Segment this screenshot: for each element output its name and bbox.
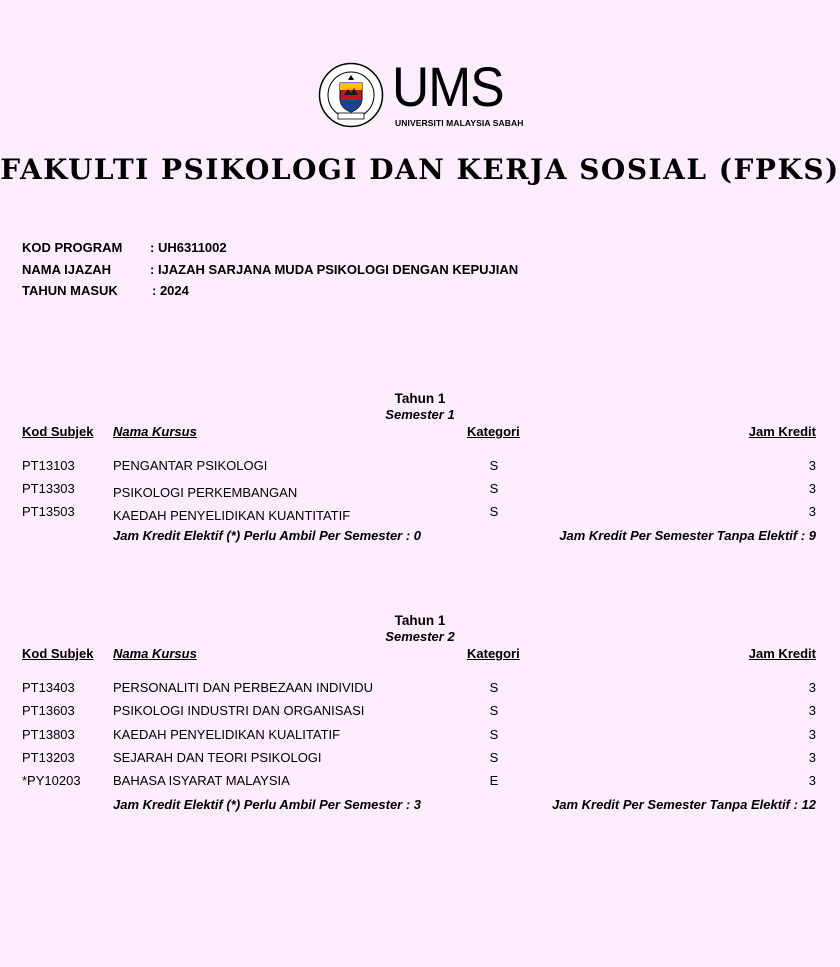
course-name: PSIKOLOGI PERKEMBANGAN xyxy=(113,485,298,500)
semester-heading: Semester 1 xyxy=(385,407,455,422)
col-header-credits: Jam Kredit xyxy=(748,424,816,439)
course-credits: 3 xyxy=(808,703,816,718)
course-category: S xyxy=(489,504,499,519)
course-category: S xyxy=(489,703,499,718)
year-heading: Tahun 1 xyxy=(394,391,446,406)
course-name: PENGANTAR PSIKOLOGI xyxy=(113,458,268,473)
course-credits: 3 xyxy=(808,727,816,742)
col-header-name: Nama Kursus xyxy=(113,424,197,439)
course-code: PT13503 xyxy=(22,504,75,519)
course-name: KAEDAH PENYELIDIKAN KUALITATIF xyxy=(113,727,341,742)
program-code-label: KOD PROGRAM xyxy=(22,240,123,255)
elective-credit-note: Jam Kredit Elektif (*) Perlu Ambil Per Semester : 3 xyxy=(113,797,422,812)
course-name: PSIKOLOGI INDUSTRI DAN ORGANISASI xyxy=(113,703,365,718)
course-code: PT13603 xyxy=(22,703,75,718)
col-header-category: Kategori xyxy=(467,646,520,661)
course-code: PT13803 xyxy=(22,727,75,742)
course-category: S xyxy=(489,458,499,473)
col-header-credits: Jam Kredit xyxy=(748,646,816,661)
course-category: S xyxy=(489,727,499,742)
course-code: PT13303 xyxy=(22,481,75,496)
program-code-value: : UH6311002 xyxy=(150,240,227,255)
course-credits: 3 xyxy=(808,504,816,519)
course-code: PT13403 xyxy=(22,680,75,695)
ums-seal-icon xyxy=(318,62,384,128)
col-header-code: Kod Subjek xyxy=(22,424,94,439)
faculty-title: FAKULTI PSIKOLOGI DAN KERJA SOSIAL (FPKS) xyxy=(0,153,840,186)
degree-name-label: NAMA IJAZAH xyxy=(22,262,112,277)
year-heading: Tahun 1 xyxy=(394,613,446,628)
course-name: SEJARAH DAN TEORI PSIKOLOGI xyxy=(113,750,322,765)
semester-credit-total: Jam Kredit Per Semester Tanpa Elektif : 9 xyxy=(559,528,816,543)
elective-credit-note: Jam Kredit Elektif (*) Perlu Ambil Per Semester : 0 xyxy=(113,528,422,543)
col-header-category: Kategori xyxy=(467,424,520,439)
course-code: *PY10203 xyxy=(22,773,81,788)
course-category: S xyxy=(489,680,499,695)
course-credits: 3 xyxy=(808,773,816,788)
course-category: E xyxy=(489,773,499,788)
intake-year-value: : 2024 xyxy=(152,283,189,298)
semester-heading: Semester 2 xyxy=(385,629,455,644)
course-code: PT13103 xyxy=(22,458,75,473)
degree-name-value: : IJAZAH SARJANA MUDA PSIKOLOGI DENGAN KEPUJIAN xyxy=(150,262,519,277)
ums-wordmark: UMS xyxy=(392,55,504,118)
col-header-code: Kod Subjek xyxy=(22,646,94,661)
ums-subtitle: UNIVERSITI MALAYSIA SABAH xyxy=(395,118,524,128)
intake-year-label: TAHUN MASUK xyxy=(22,283,118,298)
course-credits: 3 xyxy=(808,458,816,473)
course-name: BAHASA ISYARAT MALAYSIA xyxy=(113,773,290,788)
course-name: PERSONALITI DAN PERBEZAAN INDIVIDU xyxy=(113,680,374,695)
col-header-name: Nama Kursus xyxy=(113,646,197,661)
course-credits: 3 xyxy=(808,680,816,695)
course-name: KAEDAH PENYELIDIKAN KUANTITATIF xyxy=(113,508,351,523)
course-category: S xyxy=(489,750,499,765)
course-credits: 3 xyxy=(808,750,816,765)
course-credits: 3 xyxy=(808,481,816,496)
semester-credit-total: Jam Kredit Per Semester Tanpa Elektif : 12 xyxy=(552,797,816,812)
course-category: S xyxy=(489,481,499,496)
course-code: PT13203 xyxy=(22,750,75,765)
